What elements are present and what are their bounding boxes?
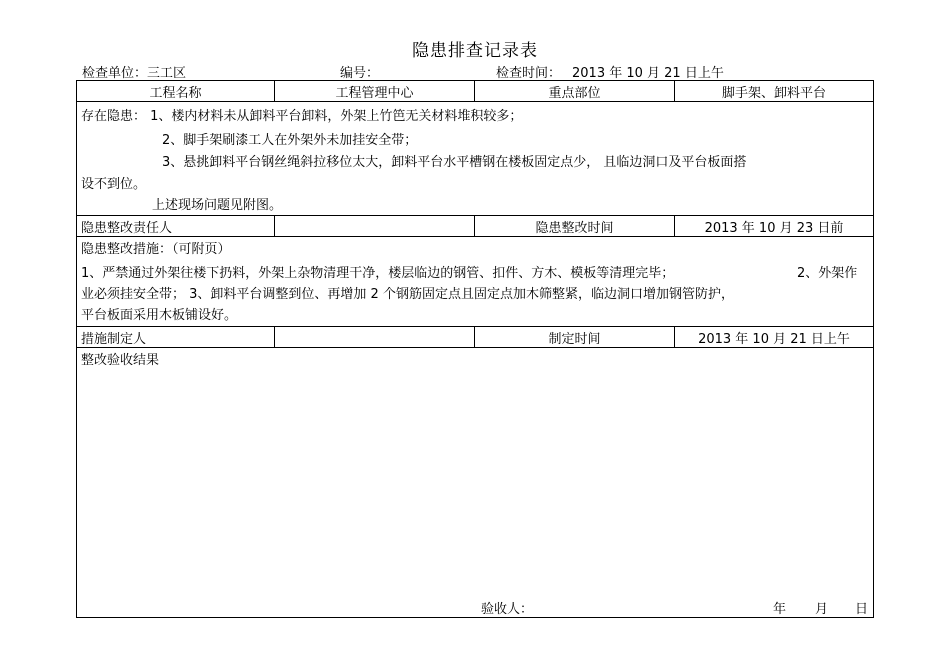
inspection-time-label: 检查时间：: [496, 66, 562, 81]
key-area-value: 脚手架、卸料平台: [721, 85, 826, 101]
record-table: [76, 80, 874, 618]
inspection-time-value: 2013 年 10 月 21 日上午: [572, 66, 724, 81]
plan-date-label: 制定时间: [475, 327, 675, 347]
plan-row: [77, 327, 873, 348]
inspection-unit: 检查单位：三工区: [82, 66, 187, 81]
measures-heading: 隐患整改措施：（可附页）: [81, 242, 231, 257]
measure-line-2: 业必须挂安全带； 3、卸料平台调整到位、再增加 2 个钢筋固定点且固定点加木筛整紧，临边洞口增加钢管防护，: [81, 287, 734, 302]
measure-line-1-tail: 2、外架作: [797, 266, 858, 281]
document-title: 隐患排查记录表: [412, 41, 538, 61]
project-row: [77, 81, 873, 102]
acceptance-section: [77, 348, 873, 617]
rectification-row: [77, 216, 873, 237]
hazard-line-1: 存在隐患： 1、楼内材料未从卸料平台卸料，外架上竹笆无关材料堆积较多；: [81, 109, 523, 124]
measure-line-1: 1、严禁通过外架往楼下扔料，外架上杂物清理干净，楼层临边的钢管、扣件、方木、模板等清理完毕；: [81, 266, 675, 281]
acceptance-year-label: 年: [773, 602, 787, 617]
record-number: 编号：: [340, 66, 380, 81]
plan-maker-label: 措施制定人: [77, 327, 275, 347]
measure-line-3: 平台板面采用木板铺设好。: [81, 308, 238, 323]
plan-date-value: 2013 年 10 月 21 日上午: [698, 331, 850, 347]
project-name-value: 工程管理中心: [275, 81, 475, 101]
acceptor-label: 验收人：: [481, 602, 534, 617]
project-name-label: 工程名称: [77, 81, 275, 101]
acceptance-heading: 整改验收结果: [81, 353, 160, 368]
acceptance-day-label: 日: [855, 602, 869, 617]
acceptance-month-label: 月: [815, 602, 829, 617]
plan-maker-value: [275, 327, 475, 347]
key-area-label: 重点部位: [475, 81, 675, 101]
rectification-deadline-label: 隐患整改时间: [475, 216, 675, 236]
hazard-line-3: 3、悬挑卸料平台钢丝绳斜拉移位太大，卸料平台水平槽钢在楼板固定点少， 且临边洞口及平台板面搭: [162, 155, 747, 170]
hazard-line-2: 2、脚手架刷漆工人在外架外未加挂安全带；: [162, 133, 418, 148]
responsible-person-label: 隐患整改责任人: [77, 216, 275, 236]
measures-section: [77, 237, 873, 327]
rectification-deadline-value: 2013 年 10 月 23 日前: [704, 220, 844, 236]
responsible-person-value: [275, 216, 475, 236]
hazards-section: [77, 102, 873, 216]
hazard-note: 上述现场问题见附图。: [152, 198, 283, 213]
hazard-line-4: 设不到位。: [81, 177, 147, 192]
